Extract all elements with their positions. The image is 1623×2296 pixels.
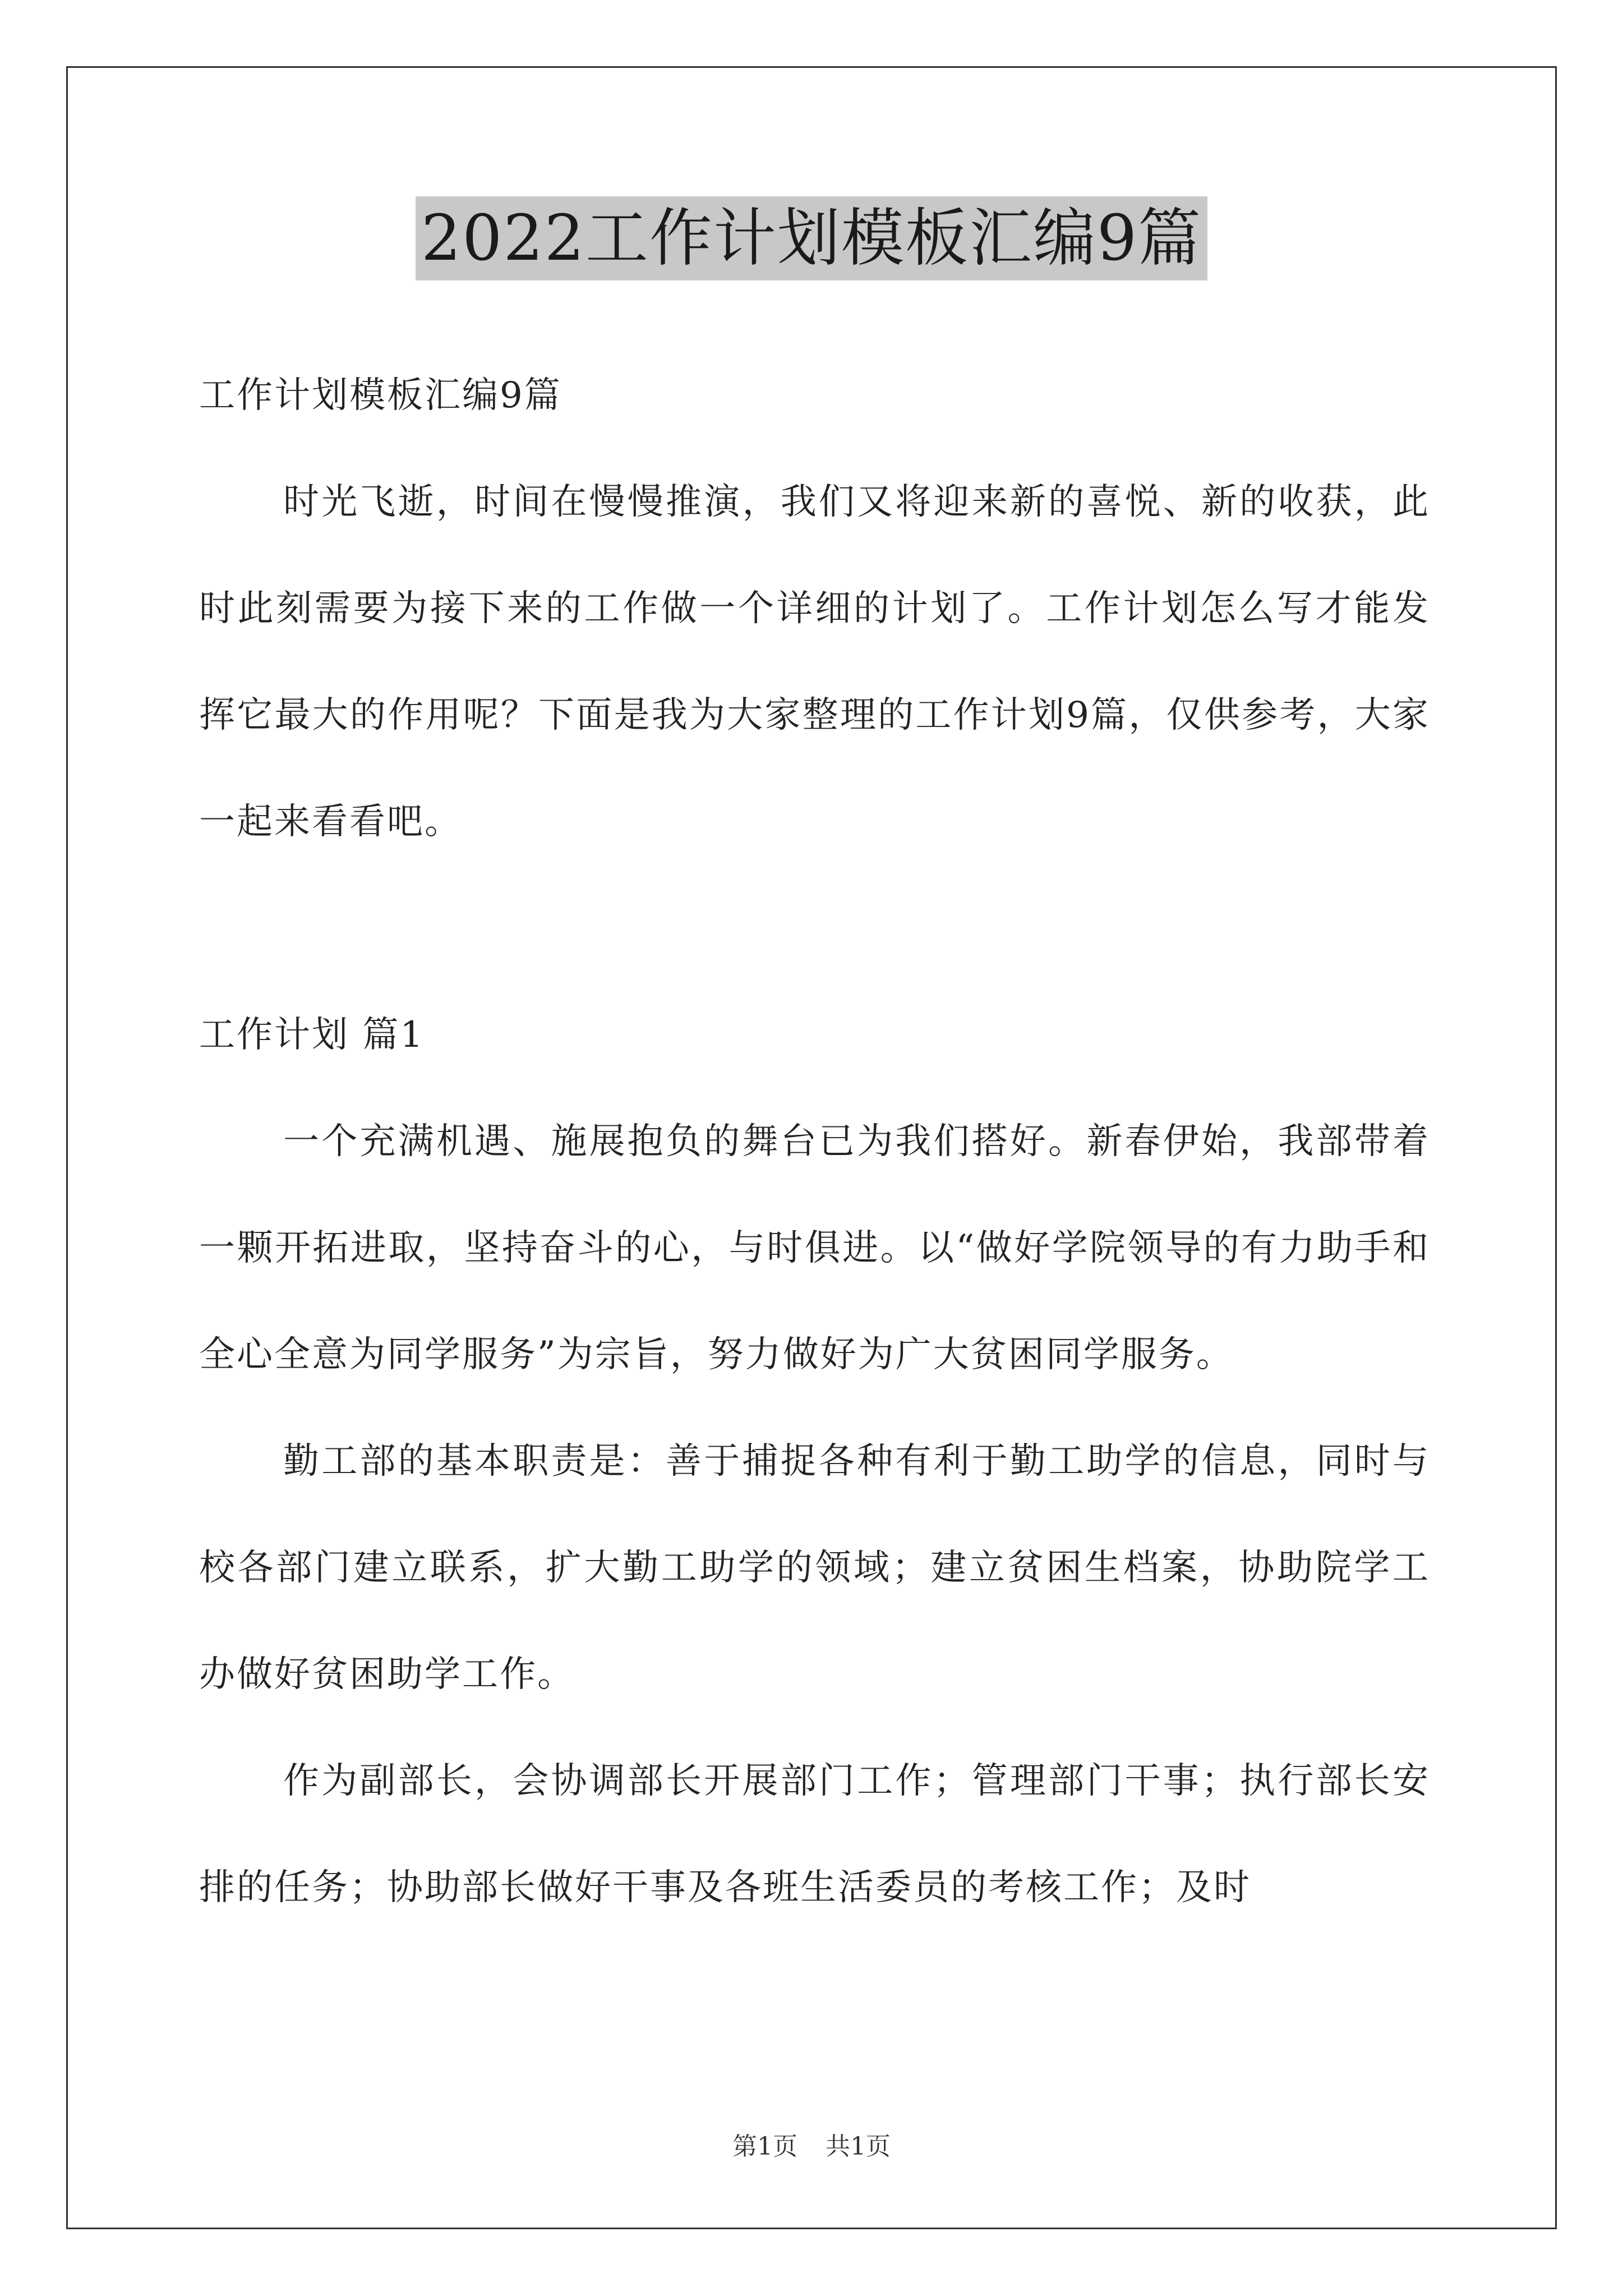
document-body (199, 342, 1430, 1941)
body-paragraph: 一个充满机遇、施展抱负的舞台已为我们搭好。新春伊始，我部带着一颗开拓进取，坚持奋斗的心，与时俱进。以“做好学院领导的有力助手和全心全意为同学服务”为宗旨，努力做好为广大贫困同学服务。 (199, 1121, 1430, 1375)
document-title: 2022工作计划模板汇编9篇 (416, 196, 1207, 280)
page-footer (0, 2126, 1623, 2162)
document-subtitle: 工作计划模板汇编9篇 (199, 375, 562, 416)
title-container (0, 196, 1623, 280)
page-total: 共1页 (826, 2132, 891, 2161)
section-heading: 工作计划 篇1 (199, 1014, 425, 1056)
body-paragraph: 作为副部长，会协调部长开展部门工作；管理部门干事；执行部长安排的任务；协助部长做好干事及各班生活委员的考核工作；及时 (199, 1760, 1430, 1908)
section-spacer (199, 875, 1430, 982)
intro-paragraph: 时光飞逝，时间在慢慢推演，我们又将迎来新的喜悦、新的收获，此时此刻需要为接下来的工作做一个详细的计划了。工作计划怎么写才能发挥它最大的作用呢？下面是我为大家整理的工作计划9篇，仅供参考，大家一起来看看吧。 (199, 481, 1430, 843)
page-number: 第1页 (732, 2132, 797, 2161)
body-paragraph: 勤工部的基本职责是：善于捕捉各种有利于勤工助学的信息，同时与校各部门建立联系，扩大勤工助学的领域；建立贫困生档案，协助院学工办做好贫困助学工作。 (199, 1441, 1430, 1695)
